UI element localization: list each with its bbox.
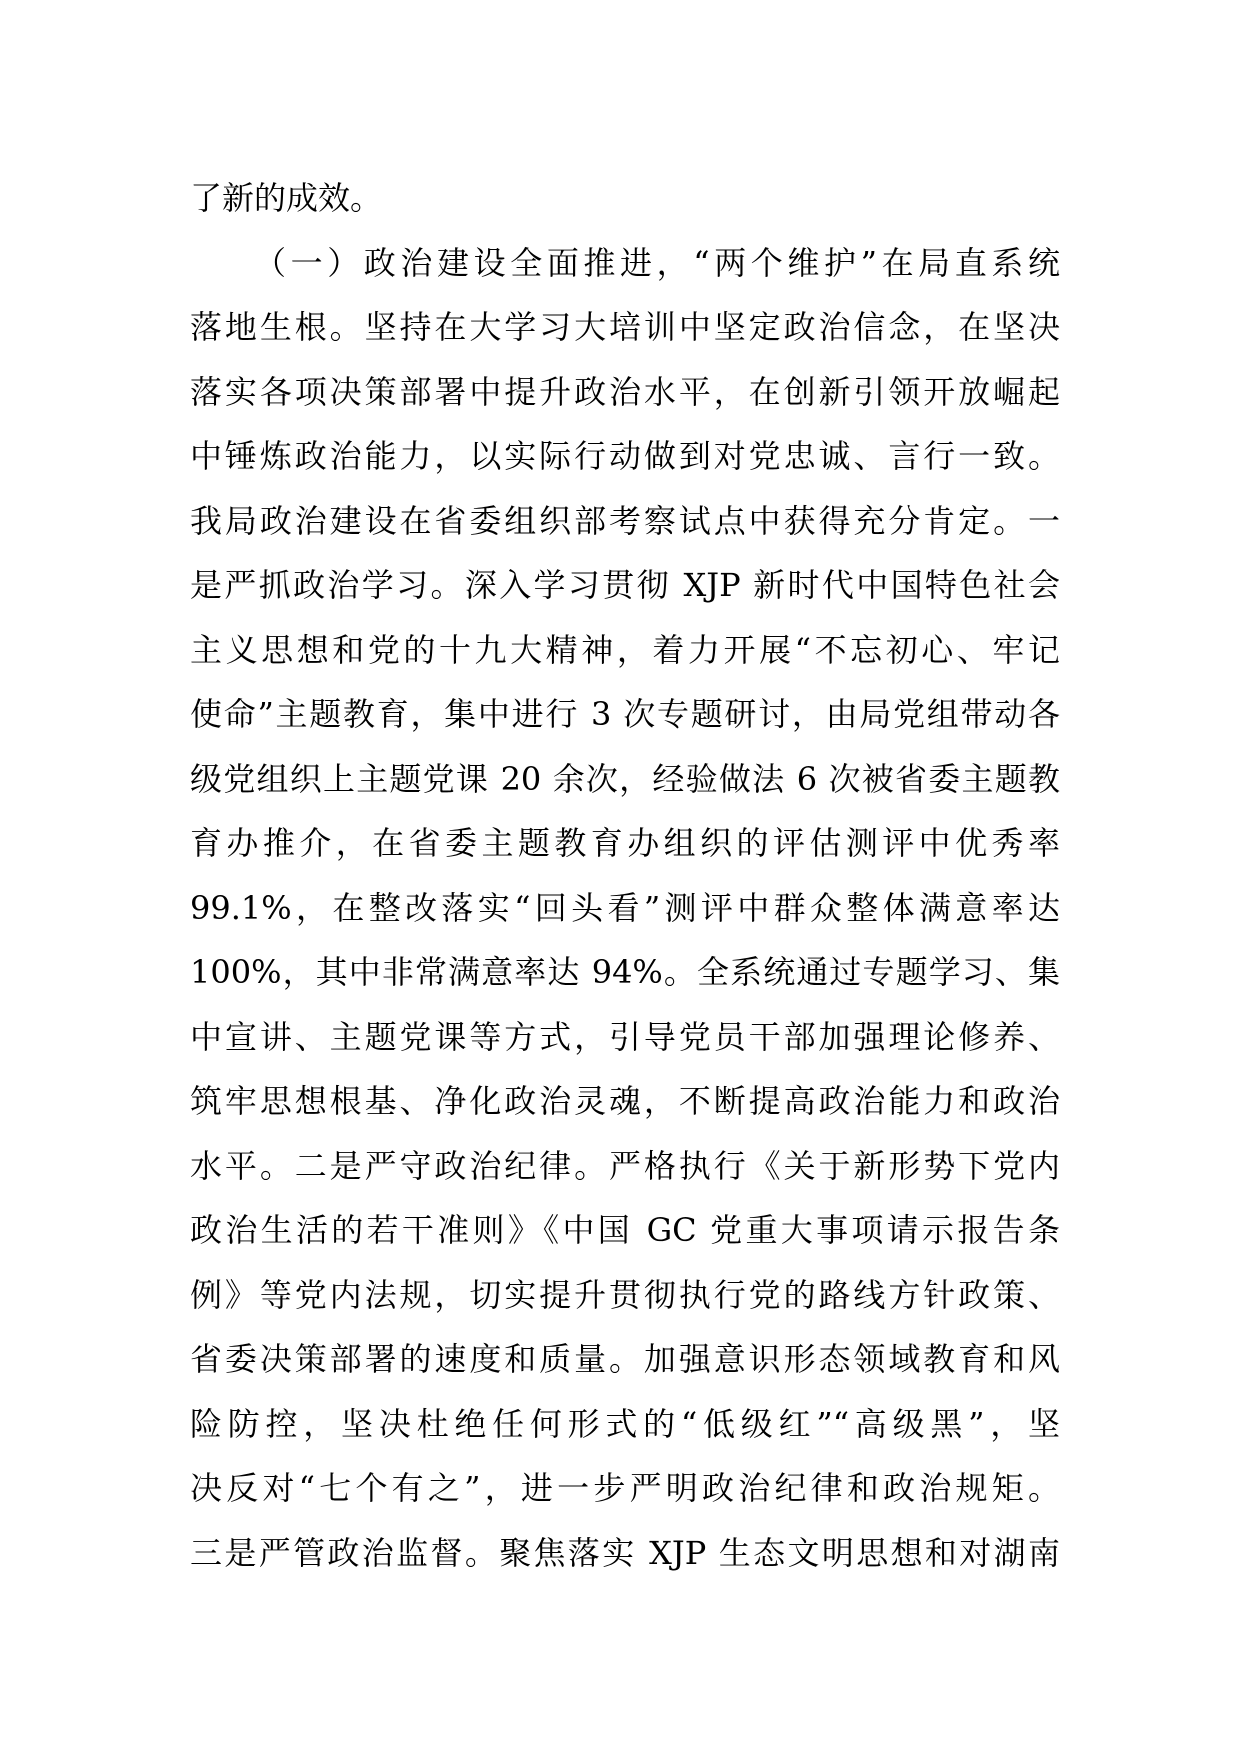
text-line: 例》等党内法规，切实提升贯彻执行党的路线方针政策、 bbox=[190, 1275, 1060, 1314]
body-text bbox=[190, 166, 1060, 1585]
text-line: 99.1%，在整改落实“回头看”测评中群众整体满意率达 bbox=[190, 888, 1060, 927]
text-line: 落地生根。坚持在大学习大培训中坚定政治信念，在坚决 bbox=[190, 308, 1060, 346]
text-line: 是严抓政治学习。深入学习贯彻 XJP 新时代中国特色社会 bbox=[190, 566, 1060, 604]
text-line: 决反对“七个有之”，进一步严明政治纪律和政治规矩。 bbox=[190, 1469, 1060, 1507]
text-line: 水平。二是严守政治纪律。严格执行《关于新形势下党内 bbox=[190, 1146, 1060, 1185]
text-line: 主义思想和党的十九大精神，着力开展“不忘初心、牢记 bbox=[190, 630, 1060, 669]
text-line: 中宣讲、主题党课等方式，引导党员干部加强理论修养、 bbox=[190, 1017, 1060, 1056]
text-line: 使命”主题教育，集中进行 3 次专题研讨，由局党组带动各 bbox=[190, 695, 1060, 733]
text-line: 筑牢思想根基、净化政治灵魂，不断提高政治能力和政治 bbox=[190, 1082, 1060, 1120]
text-line: 了新的成效。 bbox=[190, 179, 383, 217]
text-line: 级党组织上主题党课 20 余次，经验做法 6 次被省委主题教 bbox=[190, 759, 1060, 798]
section-heading-line: （一）政治建设全面推进，“两个维护”在局直系统 bbox=[254, 243, 1060, 282]
text-line: 中锤炼政治能力，以实际行动做到对党忠诚、言行一致。 bbox=[190, 437, 1060, 475]
text-line: 我局政治建设在省委组织部考察试点中获得充分肯定。一 bbox=[190, 501, 1060, 540]
text-line: 三是严管政治监督。聚焦落实 XJP 生态文明思想和对湖南 bbox=[190, 1533, 1060, 1572]
text-line: 100%，其中非常满意率达 94%。全系统通过专题学习、集 bbox=[190, 953, 1060, 991]
text-line: 育办推介，在省委主题教育办组织的评估测评中优秀率 bbox=[190, 824, 1060, 862]
text-line: 险防控，坚决杜绝任何形式的“低级红”“高级黑”，坚 bbox=[190, 1404, 1060, 1443]
text-line: 省委决策部署的速度和质量。加强意识形态领域教育和风 bbox=[190, 1340, 1060, 1378]
text-line: 落实各项决策部署中提升政治水平，在创新引领开放崛起 bbox=[190, 372, 1060, 411]
text-line: 政治生活的若干准则》《中国 GC 党重大事项请示报告条 bbox=[190, 1211, 1060, 1249]
